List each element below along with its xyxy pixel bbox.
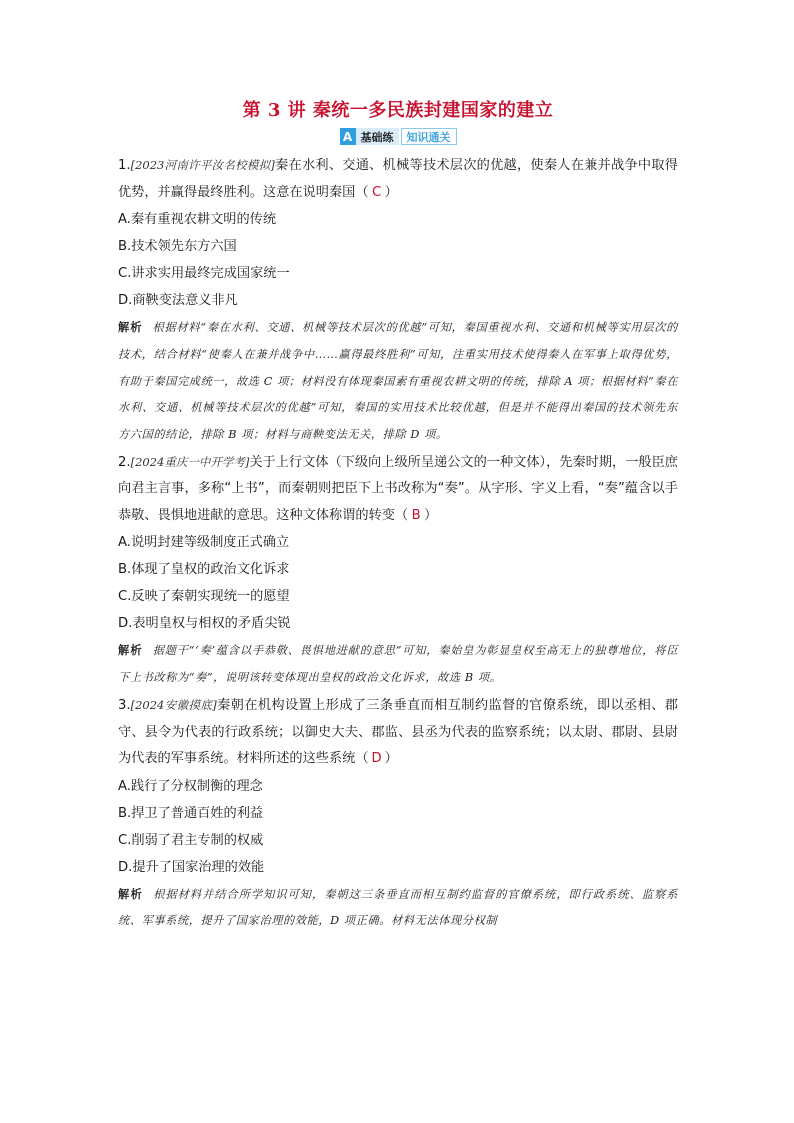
section-main-label: 基础练 (356, 128, 399, 145)
question-3 (118, 692, 678, 935)
question-source: [2024安徽摸底] (130, 698, 217, 713)
stem-text: 关于上行文体（下级向上级所呈递公文的一种文体），先秦时期，一般臣庶向君主言事，多称“上书”，而秦朝则把臣下上书改称为“奏”。从字形、字义上看，“奏”蕴含以手恭敬、畏惧地进献的意思。这种文体称谓的转变（ (118, 454, 678, 523)
analysis-text: 根据材料并结合所学知识可知，秦朝这三条垂直而相互制约监督的官僚系统，即行政系统、监察系统、军事系统，提升了国家治理的效能，D 项正确。材料无法体现分权制 (118, 887, 678, 928)
question-1 (118, 152, 678, 449)
analysis (118, 881, 678, 936)
option-d: D.表明皇权与相权的矛盾尖锐 (118, 616, 291, 632)
stem-close: ） (384, 751, 398, 767)
stem-text: 秦朝在机构设置上形成了三条垂直而相互制约监督的官僚系统，即以丞相、郡守、县令为代表的行政系统；以御史大夫、郡监、县丞为代表的监察系统；以太尉、郡尉、县尉为代表的军事系统。材料所述的这些系统（ (118, 698, 678, 767)
option-d: D.提升了国家治理的效能 (118, 859, 265, 875)
answer-letter: D (371, 751, 382, 767)
answer-letter: B (411, 507, 421, 523)
answer-letter: C (371, 184, 382, 200)
analysis (118, 314, 678, 449)
section-letter: A (340, 128, 356, 145)
section-badge (340, 128, 457, 145)
question-source: [2023河南许平汝名校模拟] (130, 158, 275, 172)
analysis-label: 解析 (118, 643, 143, 658)
question-stem (118, 152, 678, 206)
analysis-text: 据题干“‘奏’蕴含以手恭敬、畏惧地进献的意思”可知，秦始皇为彰显皇权至高无上的独尊地位，将臣下上书改称为“奏”，说明该转变体现出皇权的政治文化诉求，故选 B 项。 (118, 644, 678, 685)
option-b: B.技术领先东方六国 (118, 239, 237, 254)
question-number: 2. (118, 454, 131, 470)
option-b: B.捍卫了普通百姓的利益 (118, 805, 264, 821)
stem-close: ） (384, 184, 398, 200)
option-a: A.秦有重视农耕文明的传统 (118, 212, 277, 227)
analysis (118, 637, 678, 692)
section-header (118, 128, 678, 148)
question-source: [2024重庆一中开学考] (130, 454, 250, 469)
analysis-label: 解析 (118, 886, 144, 901)
section-sub-label: 知识通关 (401, 128, 457, 145)
question-number: 3. (118, 698, 131, 714)
question-stem (118, 449, 678, 530)
question-stem (118, 692, 678, 773)
stem-text: 秦在水利、交通、机械等技术层次的优越，使秦人在兼并战争中取得优势，并赢得最终胜利。这意在说明秦国（ (118, 158, 678, 200)
option-c: C.讲求实用最终完成国家统一 (118, 266, 290, 281)
worksheet-page (118, 96, 678, 935)
page-title: 第 3 讲 秦统一多民族封建国家的建立 (242, 100, 554, 121)
stem-close: ） (424, 507, 438, 523)
option-c: C.削弱了君主专制的权威 (118, 832, 264, 848)
analysis-text: 根据材料“秦在水利、交通、机械等技术层次的优越”可知，秦国重视水利、交通和机械等实用层次的技术，结合材料“使秦人在兼并战争中……赢得最终胜利”可知，注重实用技术使得秦人在军事上取得优势，有助于秦国完成统一，故选 C 项；材料没有体现秦国素有重视农耕文明的传统，排除 A 项；根据材料“秦在水利、交通、机械等技术层次的优越”可知，秦国的实用技术比较优越，但是并不能得出秦国的技术领先东方六国的结论，排除 B 项；材料与商鞅变法无关，排除 D 项。 (118, 321, 678, 442)
option-b: B.体现了皇权的政治文化诉求 (118, 562, 290, 578)
option-d: D.商鞅变法意义非凡 (118, 293, 238, 308)
option-c: C.反映了秦朝实现统一的愿望 (118, 589, 290, 605)
option-a: A.说明封建等级制度正式确立 (118, 535, 290, 551)
question-2 (118, 449, 678, 692)
analysis-label: 解析 (118, 320, 143, 334)
question-number: 1. (118, 158, 131, 173)
option-a: A.践行了分权制衡的理念 (118, 778, 263, 794)
